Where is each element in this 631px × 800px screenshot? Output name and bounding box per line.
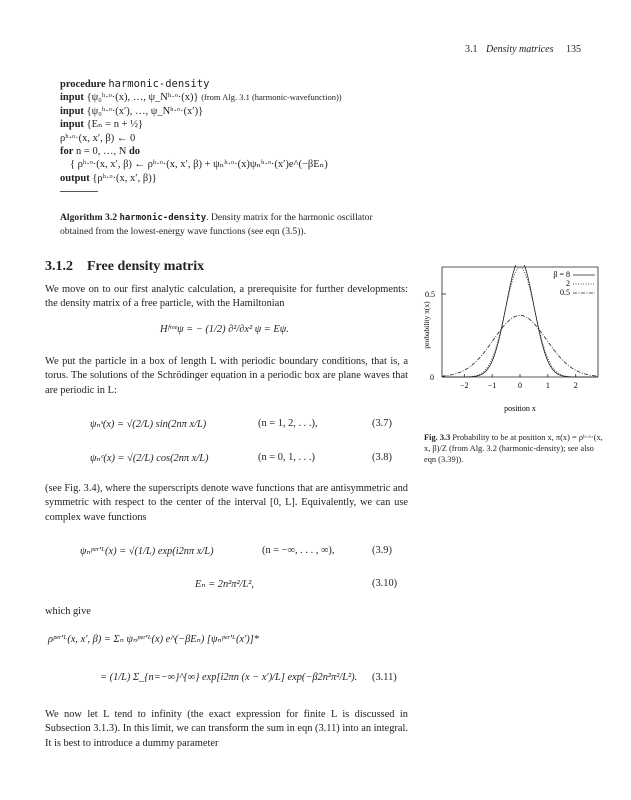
algo-line-input-1: input {ψ₀ʰ·ᵒ·(x), …, ψ_Nʰ·ᵒ·(x)} (from Alg. 3.1 (harmonic-wavefunction)) [60,92,342,104]
equation-3-10: Eₙ = 2n²π²/L², [195,579,254,590]
legend-label-beta-2: 2 [566,279,570,288]
equation-3-8: ψₙᶜ(x) = √(2/L) cos(2nπ x/L) [90,453,209,464]
legend-label-beta-0.5: 0.5 [560,288,570,297]
curve-series-0 [442,265,598,377]
running-header [465,44,581,55]
equation-3-9-condition: (n = −∞, . . . , ∞), [262,545,335,556]
header-section-number: 3.1 [465,44,478,55]
equation-3-11-line2: = (1/L) Σ_{n=−∞}^{∞} exp[i2πn (x − x′)/L] exp(−β2n²π²/L²). [100,672,358,683]
y-axis-label: probability π(x) [422,301,431,349]
x-tick-label: 0 [518,381,522,390]
algo-line-for: for n = 0, …, N do [60,146,141,158]
x-tick-label: 2 [573,381,578,390]
figure-3-3-plot [420,265,600,415]
equation-3-11-line1: ρᵖᵉʳ'ᴸ(x, x′, β) = Σₙ ψₙᵖᵉʳ'ᴸ(x) e^(−βEₙ) [ψₙᵖᵉʳ'ᴸ(x′)]* [48,634,259,645]
algo-line-output: output {ρʰ·ᵒ·(x, x′, β)} [60,172,157,184]
algorithm-block [60,78,460,192]
y-tick-label-0.5: 0.5 [425,290,435,299]
header-chapter-title: Density matrices [486,44,554,55]
equation-3-8-condition: (n = 0, 1, . . .) [258,452,315,463]
equation-3-8-number: (3.8) [372,452,392,463]
section-title: Free density matrix [87,259,205,274]
x-tick-label: −2 [460,381,469,390]
algo-line-loop-body: { ρʰ·ᵒ·(x, x′, β) ← ρʰ·ᵒ·(x, x′, β) + ψₙʰ·ᵒ·(x)ψₙʰ·ᵒ·(x′)e^(−βEₙ) [70,159,328,171]
page-number: 135 [566,44,581,55]
figure-caption-label: Fig. 3.3 [424,433,451,442]
x-tick-label: −1 [487,381,497,390]
algo-line-input-2: input {ψ₀ʰ·ᵒ·(x′), …, ψ_Nʰ·ᵒ·(x′)} [60,105,204,117]
curve-series-2 [442,315,598,376]
equation-3-11-number: (3.11) [372,672,397,683]
x-axis-label: position x [504,404,536,413]
y-tick-label-0: 0 [430,373,434,382]
equation-3-7-number: (3.7) [372,418,392,429]
equation-hamiltonian: Hᶠʳᵉᵉψ = − (1/2) ∂²/∂x² ψ = Eψ. [160,324,289,335]
legend-label-beta-8: β = 8 [553,270,570,279]
figure-caption [424,432,604,466]
x-ticks [460,374,578,390]
paragraph-2: We put the particle in a box of length L with periodic boundary conditions, that is, a torus. The solutions of the Schrödinger equation in a periodic box are plane waves that are periodic in L: [45,356,408,396]
paragraph-3: (see Fig. 3.4), where the superscripts denote wave functions that are antisymmetric and symmetric with respect to the center of the interval [0, L]. Equivalently, we can use complex wave functions [45,483,408,523]
algo-rule [60,191,98,192]
paragraph-1: We move on to our first analytic calculation, a prerequisite for further developments: the density matrix of a free particle, with the Hamiltonian [45,284,408,310]
equation-3-7-condition: (n = 1, 2, . . .), [258,418,318,429]
section-number: 3.1.2 [45,259,73,274]
algo-line-init: ρʰ·ᵒ·(x, x′, β) ← 0 [60,132,136,144]
equation-3-10-number: (3.10) [372,578,398,589]
figure-caption-text: Probability to be at position x, π(x) = ρʰ·ᵒ·(x, x, β)/Z (from Alg. 3.2 (harmonic-density); see also eqn (3.39)). [424,433,603,465]
equation-3-9-number: (3.9) [372,545,392,556]
algo-line-procedure: procedure harmonic-density [60,78,210,90]
algorithm-caption: Algorithm 3.2 harmonic-density. Density matrix for the harmonic oscillator obtained from the lowest-energy wave functions (see eqn (3.5)). [60,212,373,237]
equation-3-9: ψₙᵖᵉʳ'ᴸ(x) = √(1/L) exp(i2nπ x/L) [80,546,214,557]
paragraph-5: We now let L tend to infinity (the exact expression for finite L is discussed in Subsection 3.1.3). In this limit, we can transform the sum in eqn (3.11) into an integral. It is best to introduce a dummy parameter [45,709,408,749]
section-heading [45,259,204,275]
algo-line-input-3: input {Eₙ = n + ½} [60,119,144,131]
curves [442,265,598,377]
x-tick-label: 1 [545,381,550,390]
equation-3-7: ψₙˢ(x) = √(2/L) sin(2nπ x/L) [90,419,207,430]
paragraph-4: which give [45,606,91,617]
curve-series-1 [442,267,598,377]
